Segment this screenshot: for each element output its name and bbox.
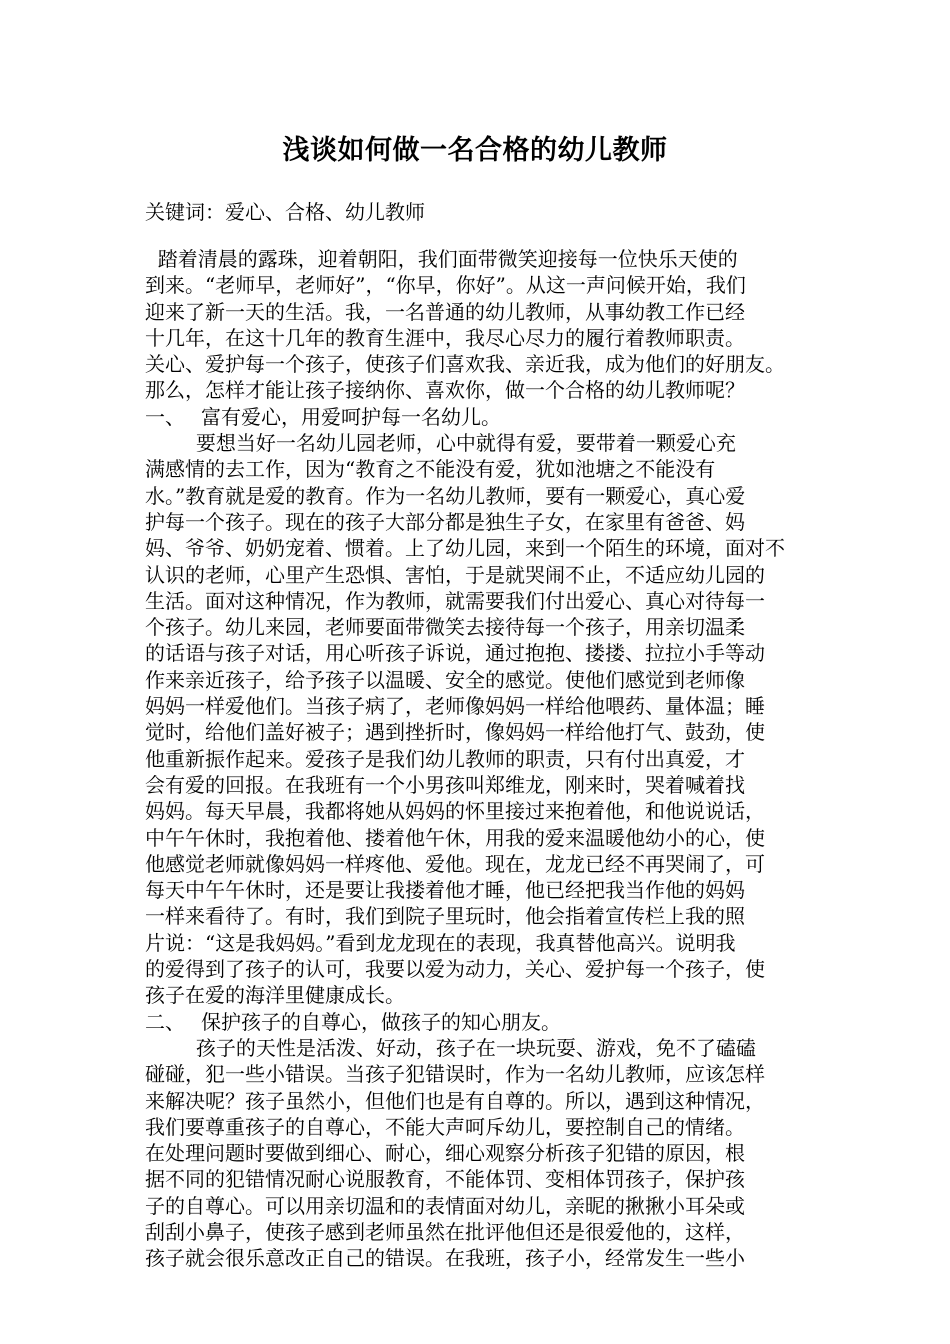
text-line: 水。”教育就是爱的教育。作为一名幼儿教师，要有一颗爱心，真心爱 (145, 483, 746, 508)
section-1-number: 一、 (145, 404, 185, 429)
section-1-paragraph (145, 430, 815, 1009)
text-line: 我们要尊重孩子的自尊心，不能大声呵斥幼儿，要控制自己的情绪。 (145, 1114, 745, 1139)
text-line: 片说：“这是我妈妈。”看到龙龙现在的表现，我真替他高兴。说明我 (145, 930, 736, 955)
text-line: 那么，怎样才能让孩子接纳你、喜欢你，做一个合格的幼儿教师呢？ (145, 378, 745, 403)
text-line: 要想当好一名幼儿园老师，心中就得有爱，要带着一颗爱心充 (145, 431, 736, 456)
text-line: 妈妈一样爱他们。当孩子病了，老师像妈妈一样给他喂药、量体温；睡 (145, 694, 765, 719)
text-line: 踏着清晨的露珠，迎着朝阳，我们面带微笑迎接每一位快乐天使的 (145, 247, 738, 271)
text-line: 孩子的天性是活泼、好动，孩子在一块玩耍、游戏，免不了磕磕 (145, 1035, 756, 1060)
text-line: 孩子在爱的海洋里健康成长。 (145, 983, 405, 1008)
text-line: 迎来了新一天的生活。我，一名普通的幼儿教师，从事幼教工作已经 (145, 299, 745, 324)
text-line: 个孩子。幼儿来园，老师要面带微笑去接待每一个孩子，用亲切温柔 (145, 615, 745, 640)
text-line: 刮刮小鼻子，使孩子感到老师虽然在批评他但还是很爱他的，这样， (145, 1219, 745, 1244)
text-line: 觉时，给他们盖好被子；遇到挫折时，像妈妈一样给他打气、鼓劲，使 (145, 720, 765, 745)
text-line: 十几年，在这十几年的教育生涯中，我尽心尽力的履行着教师职责。 (145, 325, 745, 350)
text-line: 护每一个孩子。现在的孩子大部分都是独生子女，在家里有爸爸、妈 (145, 509, 745, 534)
text-line: 据不同的犯错情况耐心说服教育，不能体罚、变相体罚孩子，保护孩 (145, 1167, 745, 1192)
text-line: 他重新振作起来。爱孩子是我们幼儿教师的职责，只有付出真爱，才 (145, 746, 745, 771)
text-line: 的爱得到了孩子的认可，我要以爱为动力，关心、爱护每一个孩子，使 (145, 957, 765, 982)
document-title: 浅谈如何做一名合格的幼儿教师 (282, 135, 668, 166)
section-2-paragraph (145, 1035, 815, 1272)
text-line: 碰碰，犯一些小错误。当孩子犯错误时，作为一名幼儿教师，应该怎样 (145, 1062, 765, 1087)
document-body (145, 246, 815, 1272)
text-line: 子的自尊心。可以用亲切温和的表情面对幼儿，亲昵的揪揪小耳朵或 (145, 1193, 745, 1218)
text-line: 生活。面对这种情况，作为教师，就需要我们付出爱心、真心对待每一 (145, 588, 765, 613)
text-line: 认识的老师，心里产生恐惧、害怕，于是就哭闹不止，不适应幼儿园的 (145, 562, 765, 587)
text-line: 关心、爱护每一个孩子，使孩子们喜欢我、亲近我，成为他们的好朋友。 (145, 352, 785, 377)
text-line: 他感觉老师就像妈妈一样疼他、爱他。现在，龙龙已经不再哭闹了，可 (145, 851, 765, 876)
section-1-heading (145, 404, 815, 430)
text-line: 作来亲近孩子，给予孩子以温暖、安全的感觉。使他们感觉到老师像 (145, 667, 745, 692)
text-line: 每天中午午休时，还是要让我搂着他才睡，他已经把我当作他的妈妈 (145, 878, 745, 903)
text-line: 到来。“老师早，老师好”，“你早，你好”。从这一声问候开始，我们 (145, 273, 746, 298)
text-line: 的话语与孩子对话，用心听孩子诉说，通过抱抱、搂搂、拉拉小手等动 (145, 641, 765, 666)
section-1-title: 富有爱心，用爱呵护每一名幼儿。 (201, 404, 501, 429)
text-line: 中午午休时，我抱着他、搂着他午休，用我的爱来温暖他幼小的心，使 (145, 825, 765, 850)
text-line: 一样来看待了。有时，我们到院子里玩时，他会指着宣传栏上我的照 (145, 904, 745, 929)
keywords-line: 关键词：爱心、合格、幼儿教师 (145, 200, 425, 224)
text-line: 会有爱的回报。在我班有一个小男孩叫郑维龙，刚来时，哭着喊着找 (145, 772, 745, 797)
text-line: 来解决呢？孩子虽然小，但他们也是有自尊的。所以，遇到这种情况， (145, 1088, 765, 1113)
text-line: 妈、爷爷、奶奶宠着、惯着。上了幼儿园，来到一个陌生的环境，面对不 (145, 536, 785, 561)
section-2-number: 二、 (145, 1009, 185, 1034)
text-line: 在处理问题时要做到细心、耐心，细心观察分析孩子犯错的原因，根 (145, 1141, 745, 1166)
text-line: 满感情的去工作，因为“教育之不能没有爱，犹如池塘之不能没有 (145, 457, 716, 482)
section-2-heading (145, 1009, 815, 1035)
text-line: 妈妈。每天早晨，我都将她从妈妈的怀里接过来抱着他，和他说说话， (145, 799, 765, 824)
text-line: 孩子就会很乐意改正自己的错误。在我班，孩子小，经常发生一些小 (145, 1246, 745, 1271)
section-2-title: 保护孩子的自尊心，做孩子的知心朋友。 (201, 1009, 561, 1034)
intro-paragraph (145, 246, 815, 404)
